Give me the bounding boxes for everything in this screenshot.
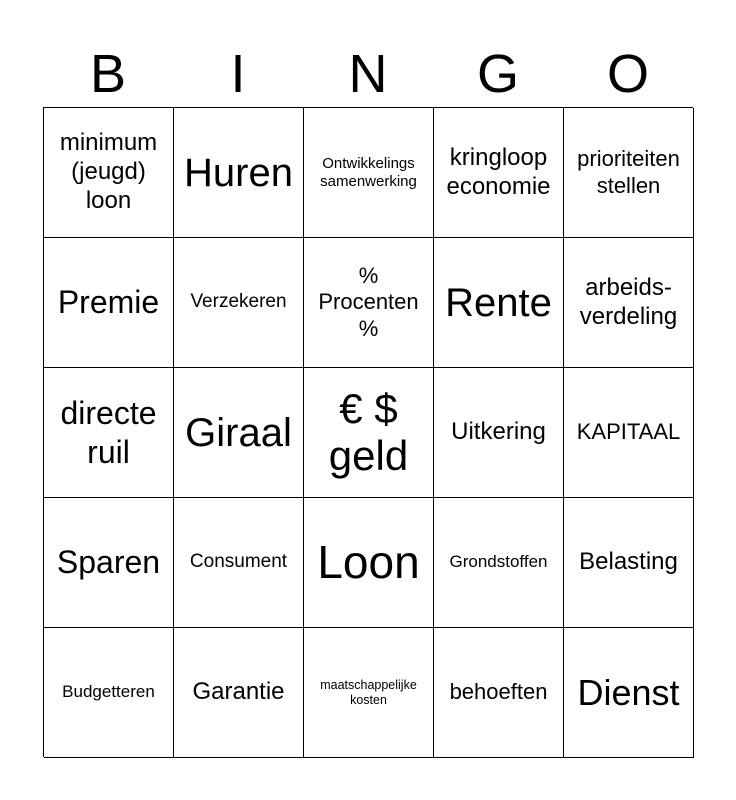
cell-text: Verzekeren bbox=[190, 291, 287, 313]
header-letter-b: B bbox=[89, 44, 127, 104]
cell-text: Premie bbox=[57, 284, 160, 321]
bingo-cell bbox=[304, 238, 434, 368]
cell-text: Sparen bbox=[56, 544, 161, 581]
cell-text: Consument bbox=[189, 551, 288, 573]
cell-text: Giraal bbox=[185, 410, 292, 455]
cell-text: Belasting bbox=[579, 548, 678, 576]
cell-text: Rente bbox=[445, 280, 552, 325]
bingo-cell bbox=[434, 238, 564, 368]
bingo-cell bbox=[174, 628, 304, 758]
cell-text: minimum (jeugd) loon bbox=[59, 129, 158, 214]
bingo-cell bbox=[434, 498, 564, 628]
bingo-cell bbox=[44, 628, 174, 758]
bingo-cell bbox=[564, 628, 694, 758]
cell-text: Dienst bbox=[577, 671, 680, 713]
header-letter-o: O bbox=[606, 44, 649, 104]
cell-text: Loon bbox=[317, 535, 420, 588]
cell-text: directe ruil bbox=[60, 395, 157, 470]
cell-text: Ontwikkelings samenwerking bbox=[320, 154, 417, 190]
bingo-cell bbox=[304, 628, 434, 758]
bingo-cell bbox=[434, 368, 564, 498]
bingo-cell bbox=[44, 498, 174, 628]
header-letter-n: N bbox=[348, 44, 388, 104]
cell-text: Huren bbox=[184, 150, 293, 195]
bingo-header bbox=[43, 40, 693, 108]
bingo-cell bbox=[44, 108, 174, 238]
bingo-cell bbox=[174, 498, 304, 628]
cell-text: maatschappelijke kosten bbox=[320, 677, 417, 707]
bingo-cell bbox=[44, 238, 174, 368]
header-letter-g: G bbox=[476, 44, 519, 104]
bingo-cell bbox=[304, 108, 434, 238]
cell-text: € $ geld bbox=[328, 385, 409, 479]
bingo-cell bbox=[564, 238, 694, 368]
bingo-cell bbox=[434, 108, 564, 238]
cell-text: kringloop economie bbox=[446, 143, 551, 200]
bingo-cell bbox=[44, 368, 174, 498]
cell-text: Grondstoffen bbox=[449, 552, 548, 572]
header-letter-i: I bbox=[230, 44, 246, 104]
bingo-cell bbox=[174, 108, 304, 238]
cell-text: behoeften bbox=[449, 679, 548, 705]
bingo-card-grid bbox=[43, 107, 693, 757]
bingo-cell bbox=[564, 368, 694, 498]
bingo-cell bbox=[304, 368, 434, 498]
cell-text: Garantie bbox=[192, 678, 285, 706]
cell-text: % Procenten % bbox=[318, 262, 419, 341]
bingo-cell bbox=[564, 498, 694, 628]
bingo-cell bbox=[304, 498, 434, 628]
bingo-cell bbox=[174, 368, 304, 498]
cell-text: prioriteiten stellen bbox=[577, 146, 680, 198]
cell-text: Budgetteren bbox=[62, 682, 155, 702]
bingo-cell bbox=[434, 628, 564, 758]
bingo-cell bbox=[564, 108, 694, 238]
cell-text: Uitkering bbox=[451, 418, 546, 446]
bingo-cell bbox=[174, 238, 304, 368]
cell-text: KAPITAAL bbox=[576, 419, 681, 445]
cell-text: arbeids- verdeling bbox=[579, 273, 678, 330]
